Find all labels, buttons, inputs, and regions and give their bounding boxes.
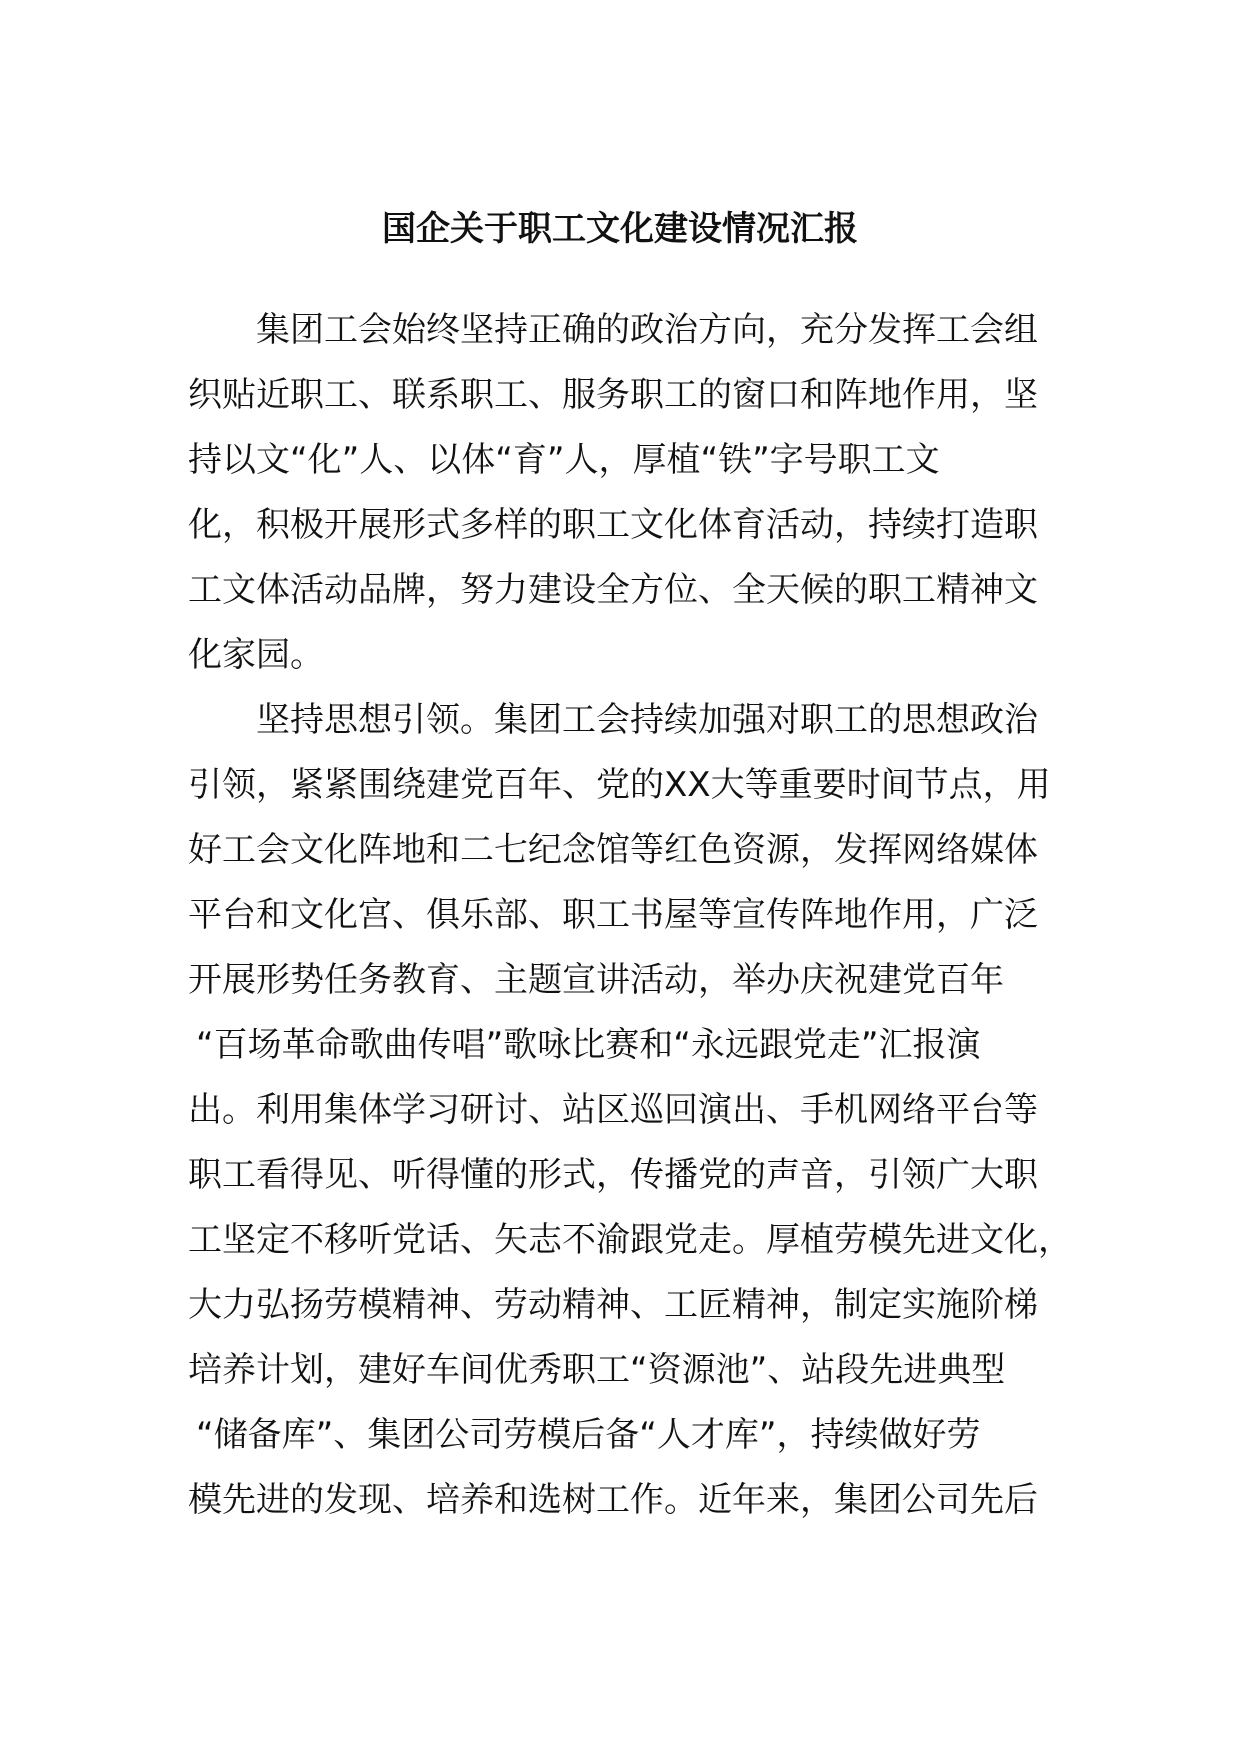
paragraph-2-line-1: 坚持思想引领。集团工会持续加强对职工的思想政治 [256, 700, 1038, 740]
paragraph-2-line-2: 引领，紧紧围绕建党百年、党的XX大等重要时间节点，用 [188, 765, 1051, 805]
paragraph-2-line-5: 开展形势任务教育、主题宣讲活动，举办庆祝建党百年 [188, 960, 1004, 1000]
paragraph-2-line-4: 平台和文化宫、俱乐部、职工书屋等宣传阵地作用，广泛 [188, 895, 1038, 935]
paragraph-1-line-5: 工文体活动品牌，努力建设全方位、全天候的职工精神文 [188, 570, 1038, 610]
paragraph-2-line-9: 工坚定不移听党话、矢志不渝跟党走。厚植劳模先进文化， [188, 1220, 1072, 1260]
paragraph-1-line-3: 持以文“化”人、以体“育”人，厚植“铁”字号职工文 [188, 440, 940, 480]
document-title: 国企关于职工文化建设情况汇报 [382, 209, 858, 249]
paragraph-2-line-7: 出。利用集体学习研讨、站区巡回演出、手机网络平台等 [188, 1090, 1038, 1130]
paragraph-2-line-13: 模先进的发现、培养和选树工作。近年来，集团公司先后 [188, 1480, 1038, 1520]
paragraph-1-line-2: 织贴近职工、联系职工、服务职工的窗口和阵地作用，坚 [188, 375, 1038, 415]
paragraph-1-line-1: 集团工会始终坚持正确的政治方向，充分发挥工会组 [256, 310, 1038, 350]
paragraph-2-line-10: 大力弘扬劳模精神、劳动精神、工匠精神，制定实施阶梯 [188, 1285, 1038, 1325]
paragraph-1-line-6: 化家园。 [188, 635, 324, 675]
paragraph-2-line-6: “百场革命歌曲传唱”歌咏比赛和“永远跟党走”汇报演 [196, 1025, 981, 1065]
paragraph-2-line-3: 好工会文化阵地和二七纪念馆等红色资源，发挥网络媒体 [188, 830, 1038, 870]
paragraph-2-line-11: 培养计划，建好车间优秀职工“资源池”、站段先进典型 [188, 1350, 1006, 1390]
paragraph-1-line-4: 化，积极开展形式多样的职工文化体育活动，持续打造职 [188, 505, 1038, 545]
paragraph-2-line-8: 职工看得见、听得懂的形式，传播党的声音，引领广大职 [188, 1155, 1038, 1195]
paragraph-2-line-12: “储备库”、集团公司劳模后备“人才库”，持续做好劳 [196, 1415, 981, 1455]
